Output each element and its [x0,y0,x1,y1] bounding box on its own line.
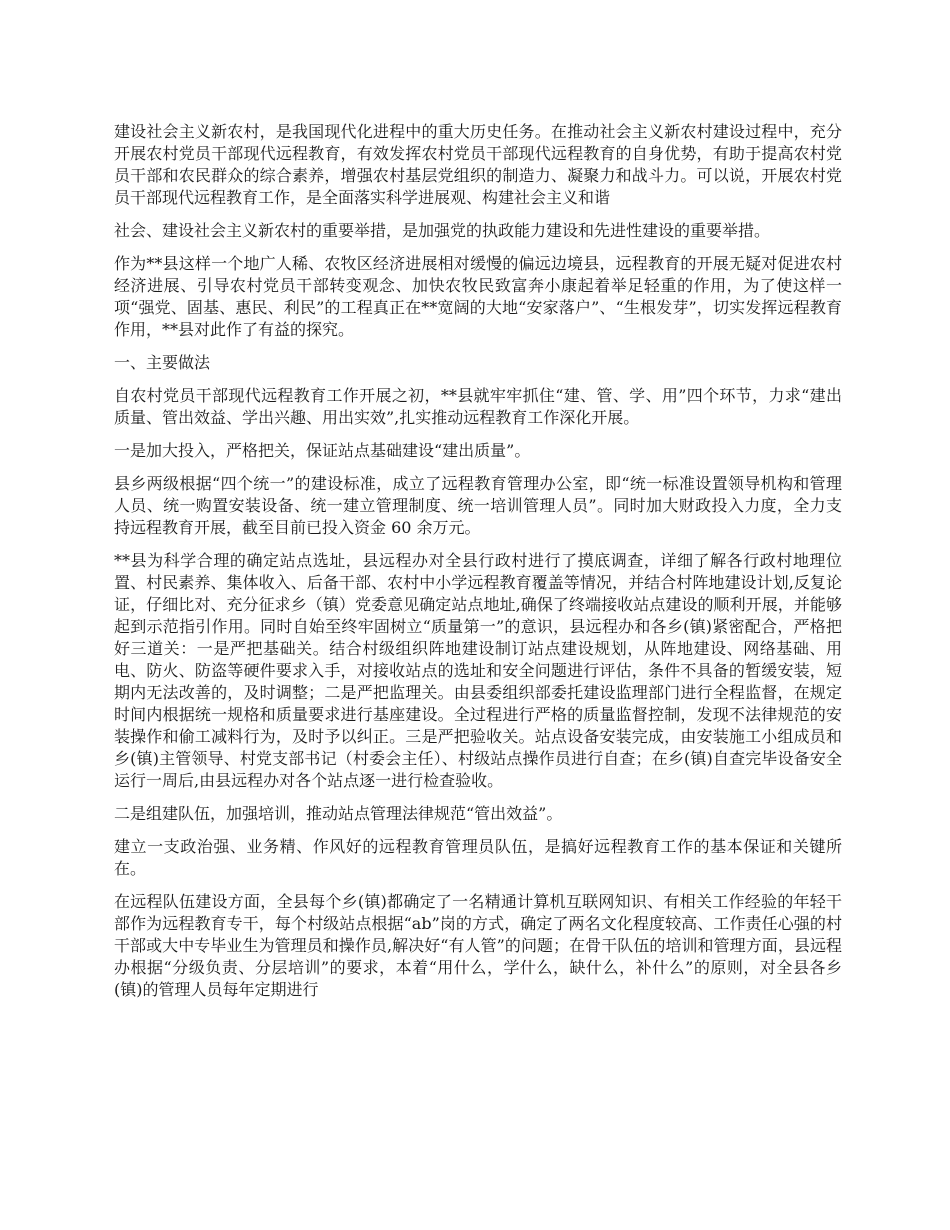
subheading-management-benefit: 二是组建队伍，加强培训，推动站点管理法律规范“管出效益”。 [114,804,563,823]
document-body [114,121,842,1012]
paragraph-four-unified: 县乡两级根据“四个统一”的建设标准，成立了远程教育管理办公室，即“统一标准设置领导机构和管理人员、统一购置安装设备、统一建立管理制度、统一培训管理人员”。同时加大财政投入力度，全力支持远程教育开展，截至目前已投入资金 60 余万元。 [114,474,842,537]
paragraph-intro: 建设社会主义新农村，是我国现代化进程中的重大历史任务。在推动社会主义新农村建设过程中，充分开展农村党员干部现代远程教育，有效发挥农村党员干部现代远程教育的自身优势，有助于提高农村党员干部和农民群众的综合素养，增强农村基层党组织的制造力、凝聚力和战斗力。可以说，开展农村党员干部现代远程教育工作，是全面落实科学进展观、构建社会主义和谐 [114,122,842,207]
paragraph-intro-continued: 社会、建设社会主义新农村的重要举措，是加强党的执政能力建设和先进性建设的重要举措。 [114,221,771,240]
paragraph-four-links: 自农村党员干部现代远程教育工作开展之初，**县就牢牢抓住“建、管、学、用”四个环节，力求“建出质量、管出效益、学出兴趣、用出实效”,扎实推动远程教育工作深化开展。 [114,386,842,427]
paragraph-county-background: 作为**县这样一个地广人稀、农牧区经济进展相对缓慢的偏远边境县，远程教育的开展无疑对促进农村经济进展、引导农村党员干部转变观念、加快农牧民致富奔小康起着举足轻重的作用，为了使这样一项“强党、固基、惠民、利民”的工程真正在**宽阔的大地“安家落户”、“生根发芽”，切实发挥远程教育作用，**县对此作了有益的探究。 [114,254,842,339]
paragraph-team-building: 建立一支政治强、业务精、作风好的远程教育管理员队伍，是搞好远程教育工作的基本保证和关键所在。 [114,837,842,878]
paragraph-team-training: 在远程队伍建设方面，全县每个乡(镇)都确定了一名精通计算机互联网知识、有相关工作经验的年轻干部作为远程教育专干，每个村级站点根据“ab”岗的方式，确定了两名文化程度较高、工作责任心强的村干部或大中专毕业生为管理员和操作员,解决好“有人管”的问题；在骨干队伍的培训和管理方面，县远程办根据“分级负责、分层培训”的要求，本着“用什么，学什么，缺什么，补什么”的原则，对全县各乡(镇)的管理人员每年定期进行 [114,892,842,999]
paragraph-site-selection: **县为科学合理的确定站点选址，县远程办对全县行政村进行了摸底调查，详细了解各行政村地理位置、村民素养、集体收入、后备干部、农村中小学远程教育覆盖等情况，并结合村阵地建设计划,反复论证，仔细比对、充分征求乡（镇）党委意见确定站点地址,确保了终端接收站点建设的顺利开展，并能够起到示范指引作用。同时自始至终牢固树立“质量第一”的意识，县远程办和各乡(镇)紧密配合，严格把好三道关：一是严把基础关。结合村级组织阵地建设制订站点建设规划，从阵地建设、网络基础、用电、防火、防盗等硬件要求入手，对接收站点的选址和安全问题进行评估，条件不具备的暂缓安装，短期内无法改善的，及时调整；二是严把监理关。由县委组织部委托建设监理部门进行全程监督，在规定时间内根据统一规格和质量要求进行基座建设。全过程进行严格的质量监督控制，发现不法律规范的安装操作和偷工减料行为，及时予以纠正。三是严把验收关。站点设备安装完成，由安装施工小组成员和乡(镇)主管领导、村党支部书记（村委会主任）、村级站点操作员进行自查；在乡(镇)自查完毕设备安全运行一周后,由县远程办对各个站点逐一进行检查验收。 [114,551,842,790]
subheading-build-quality: 一是加大投入，严格把关，保证站点基础建设“建出质量”。 [114,441,531,460]
section-heading-main-practices: 一、主要做法 [114,353,211,372]
